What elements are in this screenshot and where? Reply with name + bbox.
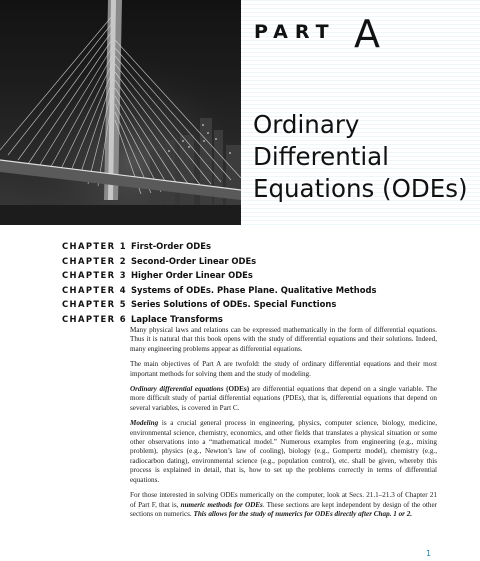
part-title-line: Differential — [253, 142, 389, 171]
chapter-title: Series Solutions of ODEs. Special Functions — [131, 299, 337, 310]
chapter-entry — [62, 239, 472, 254]
emphasis-note: This allows for the study of numerics for ODEs directly after Chap. 1 or 2. — [193, 509, 413, 518]
chapter-number: CHAPTER 3 — [62, 270, 128, 281]
chapter-entry — [62, 312, 472, 327]
paragraph — [130, 491, 437, 519]
paragraph-text: are differential equations that depend on a single variable. The more difficult study of partial differential equations (PDEs), that is, differential equations that depend on several variables, is covered in Part C. — [130, 385, 437, 412]
term-ode-abbr: (ODEs) — [223, 385, 250, 394]
chapter-title: First-Order ODEs — [131, 241, 211, 252]
cover-photo-bridge — [0, 0, 241, 225]
part-title — [253, 109, 478, 205]
chapter-entry — [62, 254, 472, 269]
chapter-number: CHAPTER 4 — [62, 284, 128, 295]
term-ode: Ordinary differential equations — [130, 385, 224, 394]
paragraph — [130, 419, 437, 485]
chapter-entry — [62, 297, 472, 312]
chapter-number: CHAPTER 2 — [62, 255, 128, 266]
paragraph-text: For those interested in solving ODEs numerically on the computer, look at Secs. 21.1–21.3 of Chapter 21 of Part F, that is, — [130, 491, 437, 509]
chapter-title: Systems of ODEs. Phase Plane. Qualitative Methods — [131, 284, 377, 295]
term-modeling: Modeling — [130, 419, 159, 428]
part-title-line: Ordinary — [253, 110, 360, 139]
intro-body — [130, 326, 437, 525]
part-title-line: Equations (ODEs) — [253, 174, 468, 203]
chapter-entry — [62, 268, 472, 283]
chapter-title: Higher Order Linear ODEs — [131, 270, 253, 281]
paragraph: Many physical laws and relations can be expressed mathematically in the form of differential equations. Thus it is natural that this book opens with the study of differential equations and their solutions. Indeed, many engineering problems appear as differential equations. — [130, 326, 437, 353]
part-label: PART — [254, 21, 336, 43]
part-letter: A — [354, 12, 380, 56]
bridge-illustration — [0, 0, 241, 225]
page-number: 1 — [426, 549, 432, 558]
chapter-list — [62, 239, 472, 326]
paragraph: The main objectives of Part A are twofold: the study of ordinary differential equations and their most important methods for solving them and the study of modeling. — [130, 360, 437, 378]
paragraph-text: . These sections are kept independent by design of the other sections on numerics. — [130, 500, 437, 518]
paragraph — [130, 385, 437, 413]
chapter-title: Second-Order Linear ODEs — [131, 255, 257, 266]
paragraph-text: is a crucial general process in engineering, physics, computer science, biology, medicine, environmental science, chemistry, economics, and other fields that translates a physical situation or some other observations into a “mathematical model.” Numerous examples from engineering (e.g., mixing problem), physics (e.g., Newton’s law of cooling), biology (e.g., Gompertz model), chemistry (e.g., radiocarbon dating), environmental science (e.g., population control), etc. shall be given, whereby this process is explained in detail, that is, how to set up the problems correctly in terms of differential equations. — [130, 419, 437, 484]
chapter-entry — [62, 283, 472, 298]
chapter-title: Laplace Transforms — [131, 313, 223, 324]
chapter-number: CHAPTER 6 — [62, 313, 128, 324]
chapter-number: CHAPTER 1 — [62, 241, 128, 252]
chapter-number: CHAPTER 5 — [62, 299, 128, 310]
term-numeric: numeric methods for ODEs — [180, 500, 263, 509]
